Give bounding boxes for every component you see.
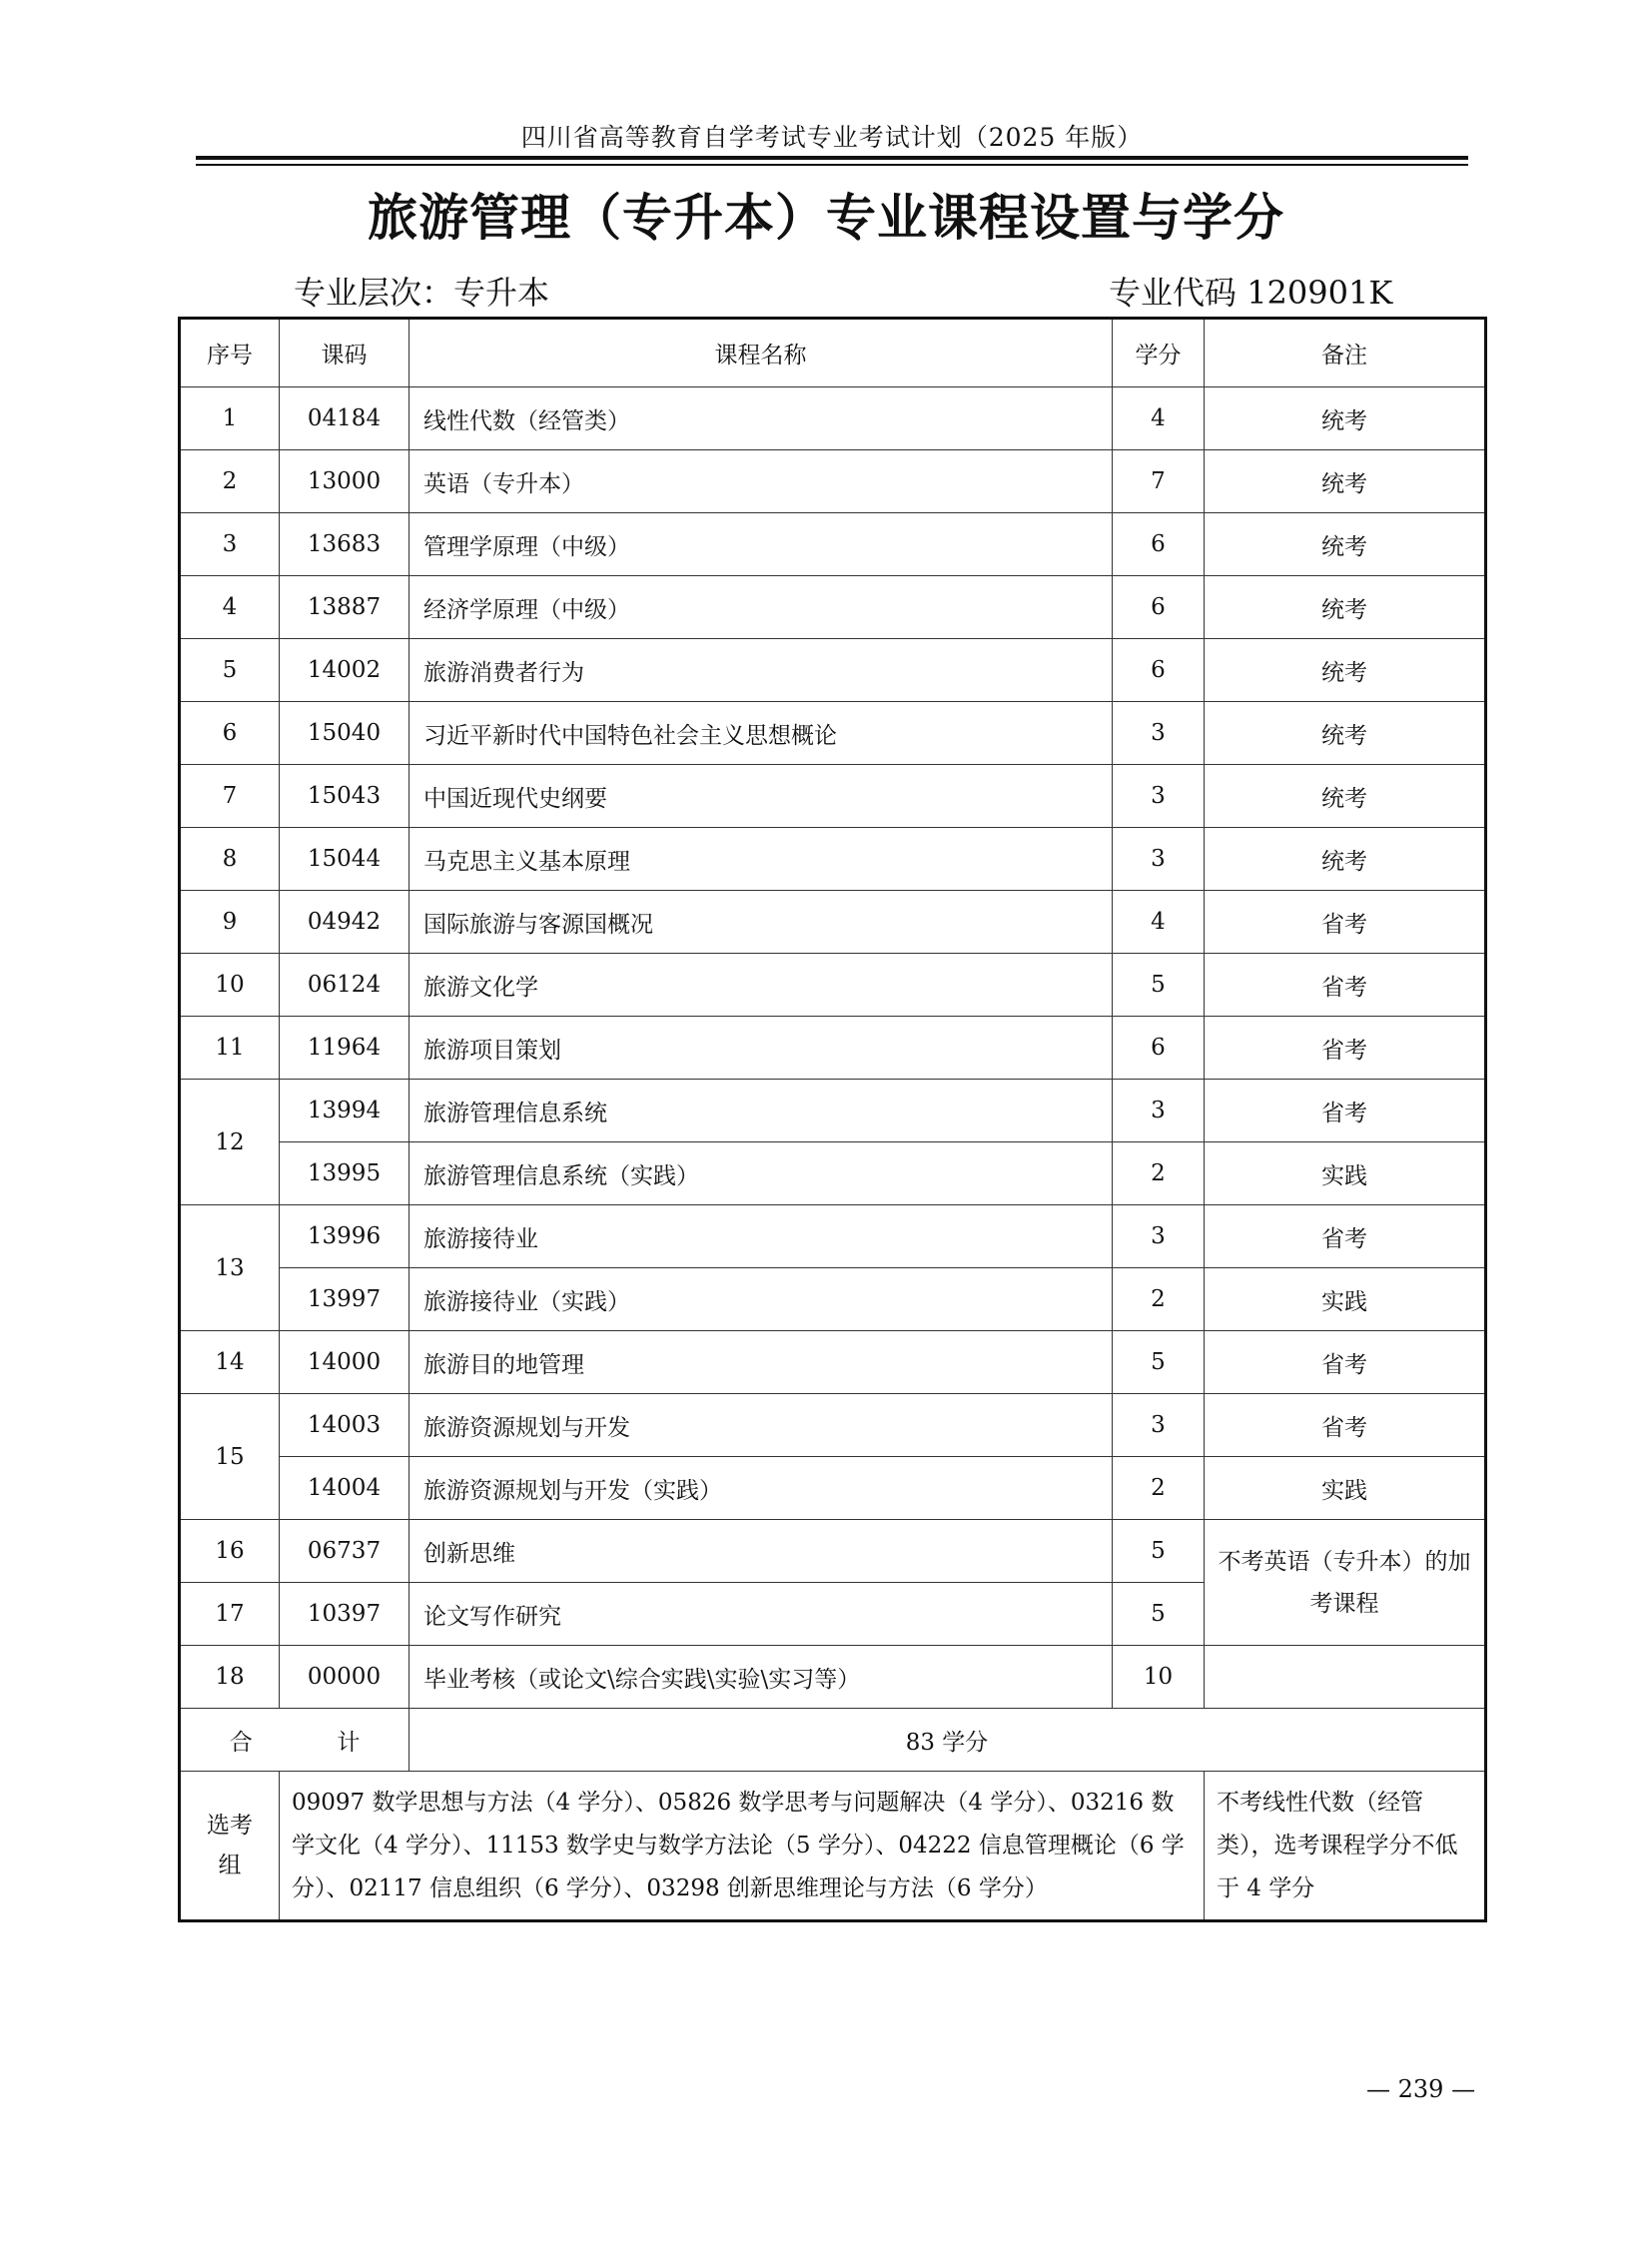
course-name: 旅游项目策划 <box>410 1017 1113 1080</box>
course-name: 习近平新时代中国特色社会主义思想概论 <box>410 702 1113 765</box>
course-credit: 10 <box>1113 1646 1205 1709</box>
major-level: 专业层次：专升本 <box>294 274 550 312</box>
row-number: 3 <box>180 513 280 576</box>
course-code: 15044 <box>280 828 410 891</box>
course-code: 14003 <box>280 1394 410 1457</box>
course-note: 统考 <box>1205 828 1486 891</box>
course-name: 中国近现代史纲要 <box>410 765 1113 828</box>
course-name: 论文写作研究 <box>410 1583 1113 1646</box>
course-note: 省考 <box>1205 1205 1486 1268</box>
course-name: 旅游资源规划与开发 <box>410 1394 1113 1457</box>
table-row <box>180 828 1486 891</box>
elective-courses: 09097 数学思想与方法（4 学分）、05826 数学思考与问题解决（4 学分）、03216 数学文化（4 学分）、11153 数学史与数学方法论（5 学分）、04222 信息管理概论（6 学分）、02117 信息组织（6 学分）、03298 创新思维理论与方法（6 学分） <box>280 1772 1205 1921</box>
row-number: 4 <box>180 576 280 639</box>
table-row <box>180 1205 1486 1268</box>
course-credit: 3 <box>1113 702 1205 765</box>
course-note: 统考 <box>1205 450 1486 513</box>
course-credit: 6 <box>1113 639 1205 702</box>
course-note: 省考 <box>1205 1331 1486 1394</box>
row-number: 15 <box>180 1394 280 1520</box>
course-credit: 6 <box>1113 513 1205 576</box>
table-row <box>180 702 1486 765</box>
course-code: 14004 <box>280 1457 410 1520</box>
elective-note: 不考线性代数（经管类），选考课程学分不低于 4 学分 <box>1205 1772 1486 1921</box>
row-number: 18 <box>180 1646 280 1709</box>
table-row <box>180 765 1486 828</box>
course-credit: 5 <box>1113 954 1205 1017</box>
course-credit: 5 <box>1113 1583 1205 1646</box>
total-label-b: 计 <box>337 1729 361 1756</box>
header-rule-thick <box>196 156 1468 160</box>
course-note: 省考 <box>1205 1080 1486 1142</box>
course-code: 13683 <box>280 513 410 576</box>
course-note: 统考 <box>1205 765 1486 828</box>
table-row <box>180 450 1486 513</box>
course-note: 实践 <box>1205 1268 1486 1331</box>
course-credit: 2 <box>1113 1457 1205 1520</box>
course-name: 马克思主义基本原理 <box>410 828 1113 891</box>
course-credit: 3 <box>1113 1080 1205 1142</box>
table-row <box>180 1017 1486 1080</box>
course-note: 省考 <box>1205 1017 1486 1080</box>
course-table <box>178 317 1487 1922</box>
course-credit: 5 <box>1113 1331 1205 1394</box>
course-name: 经济学原理（中级） <box>410 576 1113 639</box>
row-number: 11 <box>180 1017 280 1080</box>
header-rule-thin <box>196 164 1468 166</box>
course-name: 旅游接待业（实践） <box>410 1268 1113 1331</box>
major-code-label: 专业代码 <box>1109 274 1238 312</box>
course-code: 06124 <box>280 954 410 1017</box>
total-label-a: 合 <box>229 1729 253 1756</box>
elective-row <box>180 1772 1486 1921</box>
course-credit: 6 <box>1113 576 1205 639</box>
course-name: 旅游接待业 <box>410 1205 1113 1268</box>
course-code: 00000 <box>280 1646 410 1709</box>
course-credit: 7 <box>1113 450 1205 513</box>
table-row <box>180 1457 1486 1520</box>
course-name: 旅游资源规划与开发（实践） <box>410 1457 1113 1520</box>
row-number: 5 <box>180 639 280 702</box>
course-credit: 4 <box>1113 387 1205 450</box>
table-row <box>180 1142 1486 1205</box>
total-row <box>180 1709 1486 1772</box>
course-name: 旅游目的地管理 <box>410 1331 1113 1394</box>
table-row <box>180 1268 1486 1331</box>
course-note: 实践 <box>1205 1142 1486 1205</box>
course-credit: 5 <box>1113 1520 1205 1583</box>
course-credit: 4 <box>1113 891 1205 954</box>
course-code: 13994 <box>280 1080 410 1142</box>
row-number: 17 <box>180 1583 280 1646</box>
major-code-value: 120901K <box>1246 274 1393 312</box>
course-note: 统考 <box>1205 576 1486 639</box>
course-code: 04942 <box>280 891 410 954</box>
course-code: 15043 <box>280 765 410 828</box>
table-row <box>180 513 1486 576</box>
course-note: 省考 <box>1205 1394 1486 1457</box>
column-header: 学分 <box>1113 319 1205 387</box>
course-code: 11964 <box>280 1017 410 1080</box>
course-code: 14002 <box>280 639 410 702</box>
column-header: 序号 <box>180 319 280 387</box>
row-number: 1 <box>180 387 280 450</box>
table-header-row <box>180 319 1486 387</box>
row-number: 8 <box>180 828 280 891</box>
elective-label: 选考组 <box>180 1772 280 1921</box>
course-name: 国际旅游与客源国概况 <box>410 891 1113 954</box>
row-number: 6 <box>180 702 280 765</box>
table-row <box>180 891 1486 954</box>
table-row <box>180 1080 1486 1142</box>
course-note: 省考 <box>1205 954 1486 1017</box>
column-header: 课程名称 <box>410 319 1113 387</box>
table-row <box>180 1520 1486 1583</box>
course-credit: 3 <box>1113 1205 1205 1268</box>
course-credit: 6 <box>1113 1017 1205 1080</box>
table-row <box>180 387 1486 450</box>
column-header: 备注 <box>1205 319 1486 387</box>
course-code: 15040 <box>280 702 410 765</box>
course-code: 06737 <box>280 1520 410 1583</box>
course-note: 统考 <box>1205 639 1486 702</box>
course-code: 13996 <box>280 1205 410 1268</box>
course-credit: 3 <box>1113 1394 1205 1457</box>
course-code: 04184 <box>280 387 410 450</box>
row-number: 16 <box>180 1520 280 1583</box>
course-note: 统考 <box>1205 387 1486 450</box>
row-number: 14 <box>180 1331 280 1394</box>
course-name: 管理学原理（中级） <box>410 513 1113 576</box>
course-code: 13000 <box>280 450 410 513</box>
course-name: 英语（专升本） <box>410 450 1113 513</box>
course-code: 14000 <box>280 1331 410 1394</box>
course-credit: 3 <box>1113 828 1205 891</box>
document-title: 旅游管理（专升本）专业课程设置与学分 <box>368 189 1284 247</box>
course-code: 10397 <box>280 1583 410 1646</box>
table-row <box>180 639 1486 702</box>
course-credit: 2 <box>1113 1268 1205 1331</box>
course-name: 创新思维 <box>410 1520 1113 1583</box>
course-name: 旅游管理信息系统（实践） <box>410 1142 1113 1205</box>
running-header: 四川省高等教育自学考试专业考试计划（2025 年版） <box>520 123 1144 152</box>
course-note-additional: 不考英语（专升本）的加考课程 <box>1205 1520 1486 1646</box>
course-credit: 3 <box>1113 765 1205 828</box>
major-code <box>1109 268 1392 314</box>
course-note: 统考 <box>1205 702 1486 765</box>
course-name: 旅游管理信息系统 <box>410 1080 1113 1142</box>
row-number: 13 <box>180 1205 280 1331</box>
total-value: 83 学分 <box>410 1709 1486 1772</box>
table-row <box>180 1646 1486 1709</box>
table-row <box>180 1331 1486 1394</box>
page-number: — 239 — <box>1366 2075 1476 2103</box>
course-name: 旅游消费者行为 <box>410 639 1113 702</box>
table-row <box>180 1394 1486 1457</box>
course-name: 毕业考核（或论文\综合实践\实验\实习等） <box>410 1646 1113 1709</box>
row-number: 7 <box>180 765 280 828</box>
course-note <box>1205 1646 1486 1709</box>
column-header: 课码 <box>280 319 410 387</box>
course-note: 实践 <box>1205 1457 1486 1520</box>
course-note: 省考 <box>1205 891 1486 954</box>
row-number: 9 <box>180 891 280 954</box>
course-note: 统考 <box>1205 513 1486 576</box>
table-row <box>180 954 1486 1017</box>
course-code: 13995 <box>280 1142 410 1205</box>
course-credit: 2 <box>1113 1142 1205 1205</box>
total-label <box>180 1709 410 1772</box>
course-name: 线性代数（经管类） <box>410 387 1113 450</box>
row-number: 10 <box>180 954 280 1017</box>
table-row <box>180 576 1486 639</box>
row-number: 12 <box>180 1080 280 1205</box>
row-number: 2 <box>180 450 280 513</box>
course-code: 13997 <box>280 1268 410 1331</box>
course-name: 旅游文化学 <box>410 954 1113 1017</box>
course-code: 13887 <box>280 576 410 639</box>
